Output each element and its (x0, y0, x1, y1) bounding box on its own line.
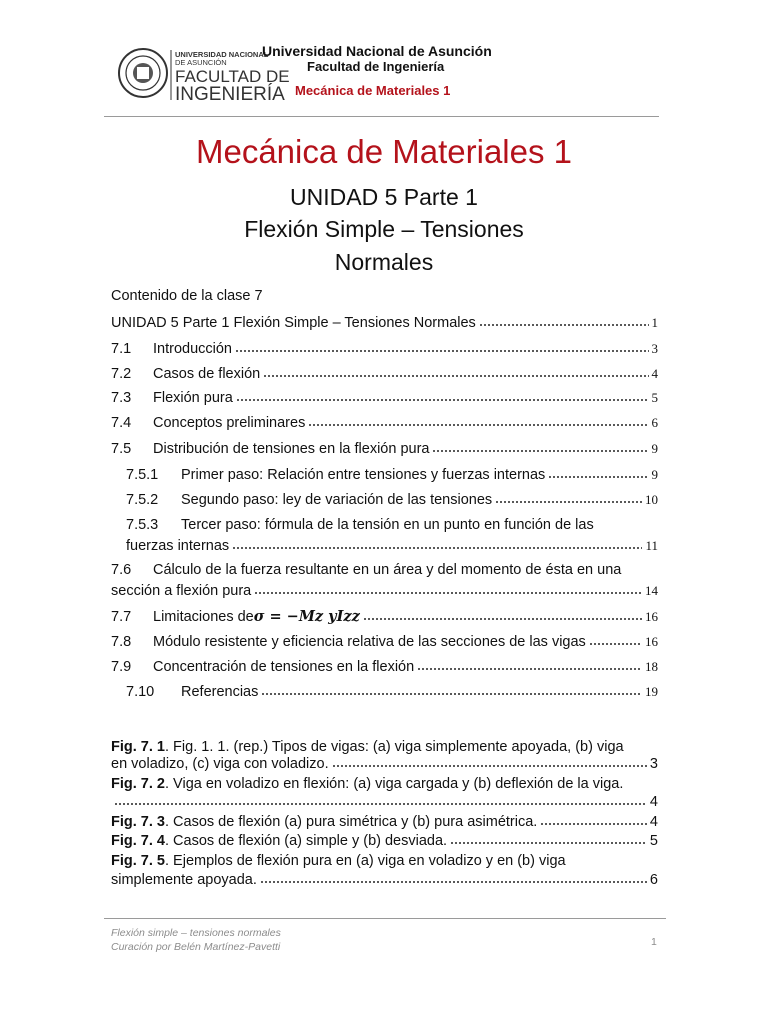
toc-leader (263, 374, 648, 378)
figure-page: 4 (649, 814, 658, 830)
toc-label-cont: fuerzas internas (126, 538, 230, 554)
figure-text-cont: simplemente apoyada. (111, 872, 257, 888)
toc-number: 7.5.1 (126, 467, 159, 483)
figure-leader (540, 822, 647, 826)
toc-leader (308, 423, 648, 427)
toc-entry-line1[interactable] (126, 517, 594, 533)
toc-number: 7.5.2 (126, 492, 159, 508)
toc-number: 7.3 (111, 390, 132, 406)
toc-number: 7.9 (111, 659, 132, 675)
toc-label: Tercer paso: fórmula de la tensión en un punto en función de las (181, 517, 594, 533)
footer-divider (104, 918, 666, 919)
footer-title: Flexión simple – tensiones normales (111, 927, 281, 939)
figure-text: . Fig. 1. 1. (rep.) Tipos de vigas: (a) viga simplemente apoyada, (b) viga (165, 739, 624, 755)
logo-text-1: UNIVERSIDAD NACIONAL (175, 50, 269, 59)
toc-entry[interactable] (126, 467, 658, 483)
toc-page: 10 (645, 492, 658, 507)
toc-entry[interactable] (111, 415, 658, 431)
toc-page: 16 (645, 609, 658, 624)
figure-leader (114, 802, 647, 806)
logo-text-3: FACULTAD DE (175, 67, 290, 86)
toc-entry[interactable] (111, 390, 658, 406)
toc-entry[interactable] (111, 366, 658, 382)
toc-label: Introducción (153, 341, 232, 357)
figure-ref: Fig. 7. 2 (111, 776, 165, 792)
figure-entry-line2[interactable] (111, 794, 658, 810)
toc-leader (261, 692, 642, 696)
figure-leader (450, 841, 647, 845)
faculty-logo (115, 46, 290, 105)
toc-page: 3 (651, 341, 658, 356)
toc-number: 7.1 (111, 341, 132, 357)
toc-label: Concentración de tensiones en la flexión (153, 659, 415, 675)
toc-number: 7.7 (111, 609, 132, 625)
toc-label: Segundo paso: ley de variación de las tensiones (181, 492, 493, 508)
figure-leader (260, 880, 647, 884)
figure-entry-line1[interactable] (111, 738, 624, 757)
toc-page: 14 (645, 583, 658, 598)
toc-label: Limitaciones de (153, 609, 254, 625)
toc-number: 7.8 (111, 634, 132, 650)
toc-label: Cálculo de la fuerza resultante en un área y del momento de ésta en una (153, 562, 622, 578)
toc-page: 11 (645, 538, 658, 553)
toc-label: UNIDAD 5 Parte 1 Flexión Simple – Tensiones Normales (111, 315, 476, 331)
figure-text: . Ejemplos de flexión pura en (a) viga en voladizo y en (b) viga (165, 853, 566, 869)
figure-entry[interactable] (111, 833, 658, 849)
toc-entry[interactable] (111, 608, 658, 625)
footer-credit: Curación por Belén Martínez-Pavetti (111, 941, 281, 953)
toc-leader (235, 349, 649, 353)
toc-label: Casos de flexión (153, 366, 261, 382)
toc-entry[interactable] (126, 492, 658, 508)
toc-entry[interactable] (111, 634, 658, 650)
subtitle-line-3: Normales (334, 249, 434, 275)
toc-leader (495, 500, 642, 504)
figure-text: . Casos de flexión (a) pura simétrica y (b) pura asimétrica. (165, 814, 538, 830)
figure-entry-line1[interactable] (111, 775, 623, 794)
figure-text: . Casos de flexión (a) simple y (b) desviada. (165, 833, 448, 849)
figure-entry-line2[interactable] (111, 872, 658, 888)
toc-entry-line2[interactable] (111, 583, 658, 599)
toc-label: Conceptos preliminares (153, 415, 306, 431)
figure-ref: Fig. 7. 3 (111, 814, 165, 830)
toc-page: 5 (651, 390, 658, 405)
figure-ref: Fig. 7. 4 (111, 833, 165, 849)
figure-ref: Fig. 7. 1 (111, 739, 165, 755)
figure-page: 4 (649, 794, 658, 810)
toc-label: Primer paso: Relación entre tensiones y fuerzas internas (181, 467, 546, 483)
toc-entry[interactable] (111, 441, 658, 457)
toc-number: 7.5.3 (126, 517, 159, 533)
figure-entry-line2[interactable] (111, 756, 658, 772)
toc-leader (479, 323, 649, 327)
figure-text-cont: en voladizo, (c) viga con voladizo. (111, 756, 329, 772)
logo-text-4: INGENIERÍA (175, 84, 285, 105)
figure-ref: Fig. 7. 5 (111, 853, 165, 869)
toc-entry[interactable] (111, 341, 658, 357)
toc-label: Distribución de tensiones en la flexión pura (153, 441, 430, 457)
toc-leader (589, 642, 642, 646)
toc-page: 19 (645, 684, 658, 699)
figure-page: 3 (649, 756, 658, 772)
toc-entry-line1[interactable] (111, 562, 621, 578)
figure-text: . Viga en voladizo en flexión: (a) viga cargada y (b) deflexión de la viga. (165, 776, 624, 792)
toc-page: 16 (645, 634, 658, 649)
toc-entry[interactable] (126, 684, 658, 700)
toc-page: 6 (651, 415, 658, 430)
toc-page: 18 (645, 659, 658, 674)
toc-page: 9 (651, 467, 658, 482)
figure-page: 5 (649, 833, 658, 849)
toc-entry[interactable] (111, 659, 658, 675)
toc-page: 4 (651, 366, 658, 381)
toc-leader (363, 617, 642, 621)
toc-heading: Contenido de la clase 7 (111, 288, 263, 304)
toc-number: 7.2 (111, 366, 132, 382)
figure-entry[interactable] (111, 814, 658, 830)
toc-number: 7.10 (126, 684, 155, 700)
toc-page: 1 (651, 315, 658, 330)
toc-entry[interactable] (111, 315, 658, 331)
toc-label: Flexión pura (153, 390, 233, 406)
figure-page: 6 (649, 872, 658, 888)
toc-leader (432, 449, 648, 453)
toc-label: Módulo resistente y eficiencia relativa de las secciones de las vigas (153, 634, 586, 650)
toc-label: Referencias (181, 684, 259, 700)
footer-page-number: 1 (651, 936, 657, 948)
faculty-name: Facultad de Ingeniería (307, 59, 445, 74)
toc-leader (236, 398, 649, 402)
toc-entry-line2[interactable] (126, 538, 658, 554)
toc-leader (548, 475, 648, 479)
toc-leader (417, 667, 642, 671)
toc-number: 7.6 (111, 562, 132, 578)
subtitle-line-1: UNIDAD 5 Parte 1 (290, 184, 478, 210)
toc-page: 9 (651, 441, 658, 456)
figure-leader (332, 764, 647, 768)
toc-leader (232, 546, 642, 550)
header-course: Mecánica de Materiales 1 (295, 83, 451, 98)
university-name: Universidad Nacional de Asunción (262, 43, 492, 59)
toc-number: 7.5 (111, 441, 132, 457)
toc-number: 7.4 (111, 415, 132, 431)
header-divider (104, 116, 659, 117)
toc-label-cont: sección a flexión pura (111, 583, 252, 599)
toc-leader (254, 591, 642, 595)
page-title: Mecánica de Materiales 1 (195, 133, 573, 170)
toc-math-formula: σ = −Mz yIzz (253, 608, 360, 625)
figure-entry-line1[interactable] (111, 852, 566, 871)
subtitle-line-2: Flexión Simple – Tensiones (244, 216, 524, 242)
logo-text-2: DE ASUNCIÓN (175, 58, 227, 67)
